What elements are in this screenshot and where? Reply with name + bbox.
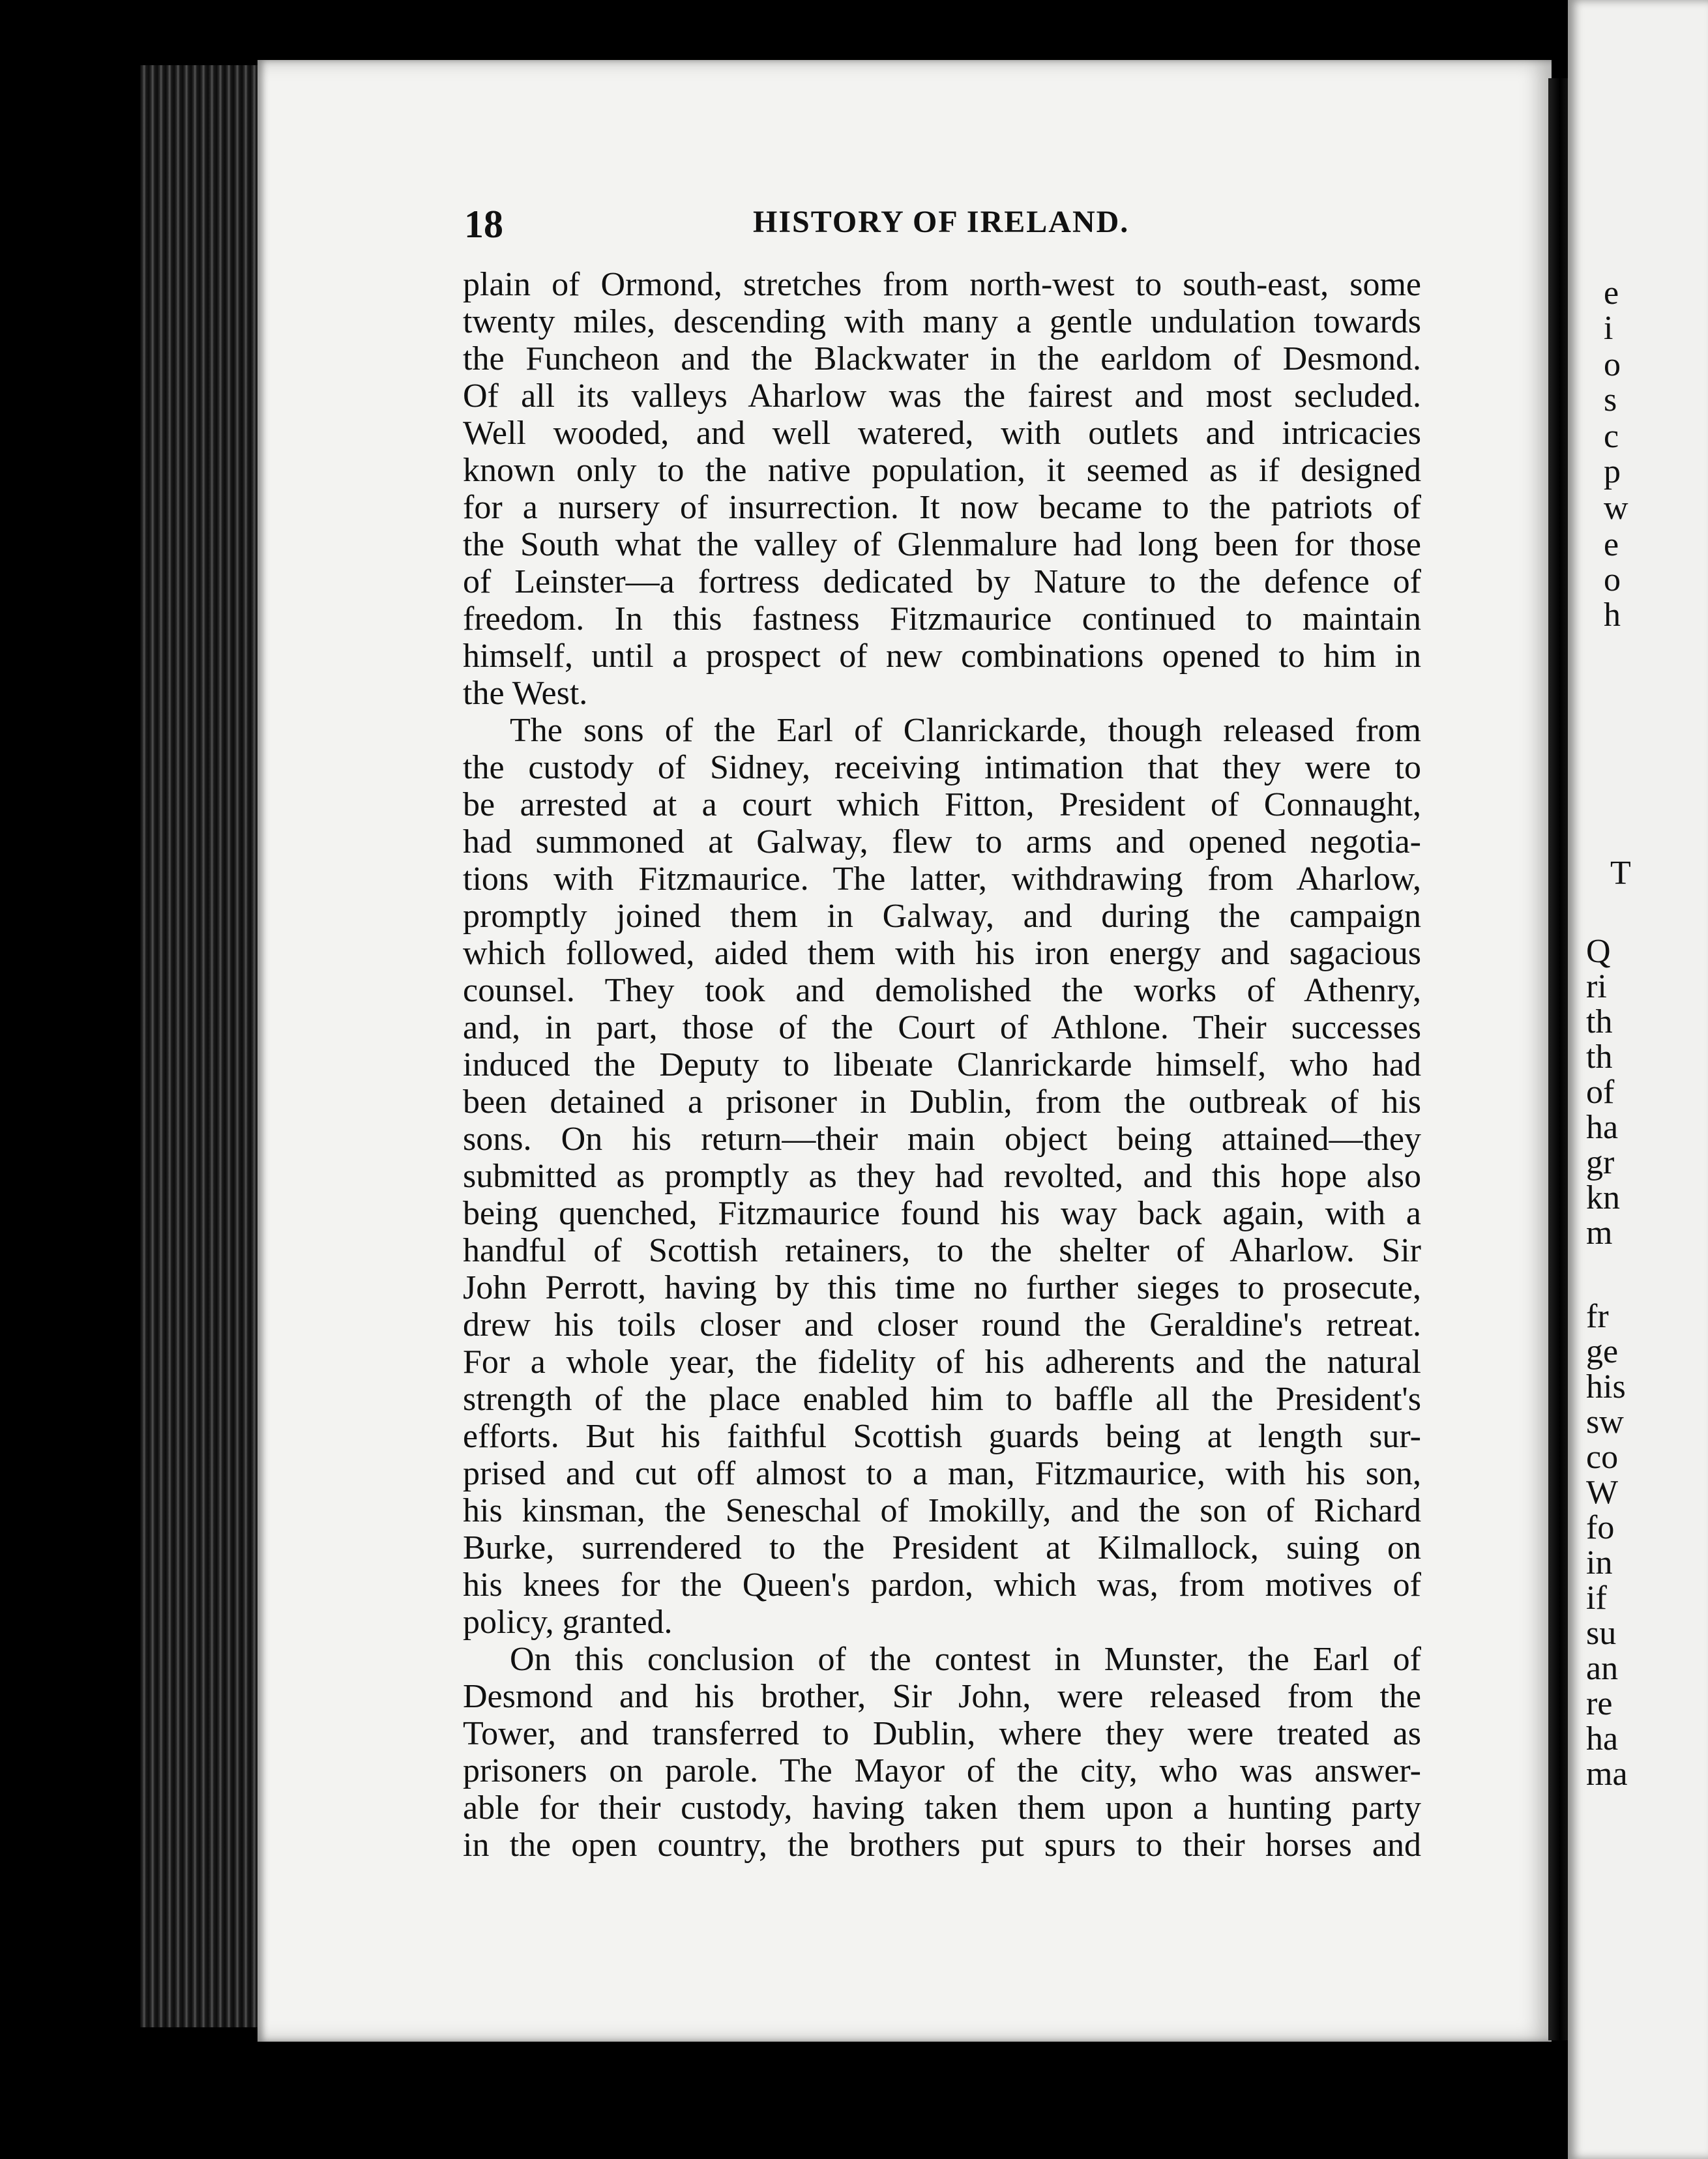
facing-page-fragment: e (1604, 526, 1619, 563)
facing-page-fragment: an (1586, 1650, 1619, 1687)
facing-page-fragment: if (1586, 1579, 1607, 1617)
facing-page-fragment: ma (1586, 1755, 1628, 1793)
text-line: in the open country, the brothers put spurs to their horses and (463, 1827, 1421, 1864)
book-gutter (1548, 78, 1568, 2040)
text-line: policy, granted. (463, 1604, 673, 1641)
facing-page-fragment: W (1586, 1474, 1619, 1511)
text-line: able for their custody, having taken them upon a hunting party (463, 1789, 1421, 1827)
facing-page-fragment: p (1604, 453, 1621, 490)
facing-page-fragment: w (1604, 490, 1628, 527)
text-line: Of all its valleys Aharlow was the fairest and most secluded. (463, 377, 1421, 415)
text-line: being quenched, Fitzmaurice found his way back again, with a (463, 1195, 1421, 1232)
text-line: the Funcheon and the Blackwater in the earldom of Desmond. (463, 340, 1421, 377)
page-edges (140, 65, 261, 2027)
text-line: and, in part, those of the Court of Athlone. Their successes (463, 1009, 1421, 1046)
text-line: his kinsman, the Seneschal of Imokilly, and the son of Richard (463, 1492, 1421, 1529)
text-line: twenty miles, descending with many a gentle undulation towards (463, 303, 1421, 340)
text-line: submitted as promptly as they had revolted, and this hope also (463, 1158, 1421, 1195)
text-line: Well wooded, and well watered, with outlets and intricacies (463, 415, 1421, 452)
text-line: had summoned at Galway, flew to arms and opened negotia- (463, 823, 1421, 860)
text-line: Desmond and his brother, Sir John, were released from the (463, 1678, 1421, 1715)
text-line: sons. On his return—their main object being attained—they (463, 1121, 1421, 1158)
running-head: HISTORY OF IRELAND. (753, 205, 1130, 239)
facing-page-fragment: ge (1586, 1333, 1619, 1370)
facing-page-fragment: T (1610, 855, 1631, 892)
facing-page-fragment: c (1604, 418, 1619, 455)
text-line: which followed, aided them with his iron energy and sagacious (463, 935, 1421, 972)
facing-page-fragment: s (1604, 381, 1617, 419)
text-line: himself, until a prospect of new combinations opened to him in (463, 638, 1421, 675)
text-line: the custody of Sidney, receiving intimation that they were to (463, 749, 1421, 786)
facing-page-fragment: sw (1586, 1403, 1624, 1441)
facing-page-fragment: fo (1586, 1509, 1615, 1546)
text-line: plain of Ormond, stretches from north-west to south-east, some (463, 266, 1421, 303)
text-line: prised and cut off almost to a man, Fitzmaurice, with his son, (463, 1455, 1421, 1492)
facing-page-fragment: th (1586, 1003, 1613, 1040)
facing-page-fragment: Q (1586, 933, 1611, 970)
text-line: strength of the place enabled him to baffle all the President's (463, 1381, 1421, 1418)
facing-page-fragment: m (1586, 1214, 1613, 1252)
facing-page-fragment: in (1586, 1544, 1613, 1581)
text-line: known only to the native population, it seemed as if designed (463, 452, 1421, 489)
text-line: his knees for the Queen's pardon, which was, from motives of (463, 1566, 1421, 1604)
text-line: induced the Deputy to libeıate Clanrickarde himself, who had (463, 1046, 1421, 1083)
text-line: promptly joined them in Galway, and during the campaign (463, 898, 1421, 935)
text-line: On this conclusion of the contest in Munster, the Earl of (510, 1641, 1421, 1678)
facing-page-fragment: his (1586, 1368, 1626, 1405)
facing-page-fragment: ha (1586, 1109, 1619, 1146)
facing-page-fragment: o (1604, 346, 1621, 383)
text-line: efforts. But his faithful Scottish guards being at length sur- (463, 1418, 1421, 1455)
text-line: tions with Fitzmaurice. The latter, withdrawing from Aharlow, (463, 860, 1421, 898)
facing-page-fragment: h (1604, 596, 1621, 634)
facing-page-fragment: of (1586, 1074, 1615, 1111)
facing-page-fragment: ha (1586, 1720, 1619, 1757)
facing-page-fragment: su (1586, 1615, 1617, 1652)
text-line: Tower, and transferred to Dublin, where they were treated as (463, 1715, 1421, 1752)
text-line: of Leinster—a fortress dedicated by Nature to the defence of (463, 563, 1421, 600)
text-line: John Perrott, having by this time no further sieges to prosecute, (463, 1269, 1421, 1306)
facing-page-fragment: th (1586, 1038, 1613, 1076)
body-text (463, 266, 1421, 1864)
text-line: for a nursery of insurrection. It now became to the patriots of (463, 489, 1421, 526)
facing-page-fragment: kn (1586, 1179, 1620, 1216)
text-line: handful of Scottish retainers, to the shelter of Aharlow. Sir (463, 1232, 1421, 1269)
text-line: the South what the valley of Glenmalure had long been for those (463, 526, 1421, 563)
facing-page-fragment: o (1604, 561, 1621, 598)
text-line: The sons of the Earl of Clanrickarde, though released from (510, 712, 1421, 749)
text-line: counsel. They took and demolished the works of Athenry, (463, 972, 1421, 1009)
facing-page-fragment: gr (1586, 1144, 1615, 1181)
text-line: be arrested at a court which Fitton, President of Connaught, (463, 786, 1421, 823)
text-line: freedom. In this fastness Fitzmaurice continued to maintain (463, 600, 1421, 638)
facing-page-fragment: co (1586, 1439, 1619, 1476)
text-line: For a whole year, the fidelity of his adherents and the natural (463, 1344, 1421, 1381)
text-line: the West. (463, 675, 588, 712)
facing-page (1568, 0, 1708, 2159)
page-number: 18 (464, 203, 503, 246)
text-line: drew his toils closer and closer round the Geraldine's retreat. (463, 1306, 1421, 1344)
text-line: Burke, surrendered to the President at Kilmallock, suing on (463, 1529, 1421, 1566)
facing-page-fragment: i (1604, 310, 1613, 347)
facing-page-fragment: re (1586, 1685, 1613, 1722)
facing-page-fragment: fr (1586, 1298, 1609, 1335)
text-line: been detained a prisoner in Dublin, from the outbreak of his (463, 1083, 1421, 1121)
facing-page-fragment: e (1604, 274, 1619, 312)
facing-page-fragment: ri (1586, 968, 1607, 1005)
text-line: prisoners on parole. The Mayor of the city, who was answer- (463, 1752, 1421, 1789)
